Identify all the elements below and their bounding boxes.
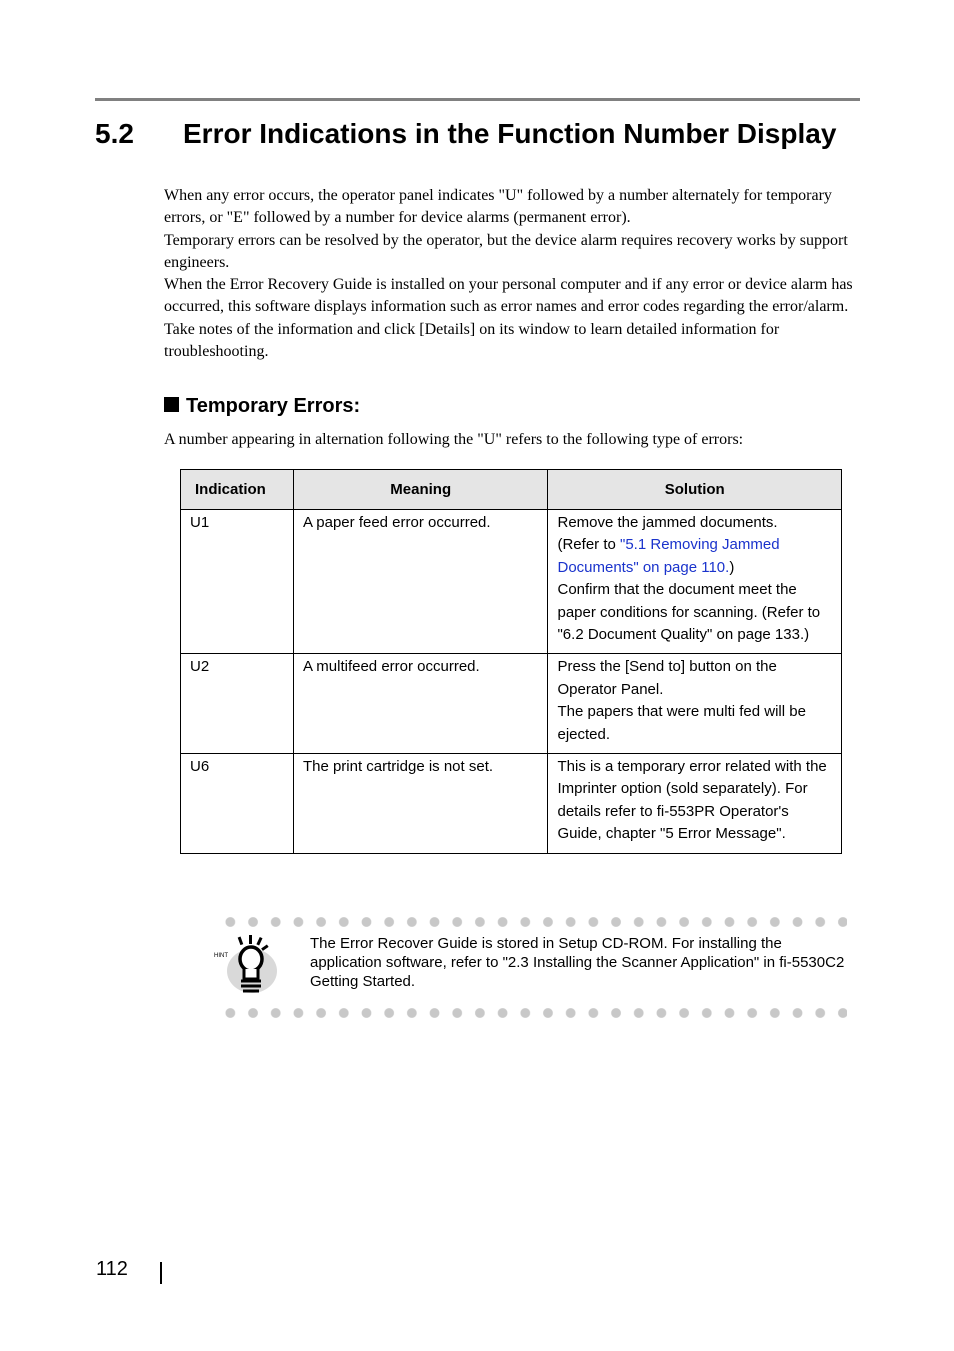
solution-text: ) xyxy=(729,558,735,576)
solution-cell: This is a temporary error related with the Imprinter option (sold separately). For details refer to fi-553PR Operator's Guide, chapter "5 Error Message". xyxy=(548,754,842,854)
indication-cell: U1 xyxy=(181,510,294,654)
page-number: 112 xyxy=(96,1258,128,1280)
subsection-title: Temporary Errors: xyxy=(186,395,361,417)
lightbulb-icon xyxy=(213,935,279,995)
solution-cell xyxy=(548,510,842,654)
indication-cell: U2 xyxy=(181,654,294,754)
table-header-row xyxy=(181,470,842,510)
solution-text: Confirm that the document meet the paper conditions for scanning. (Refer to "6.2 Document Quality" on page 133.) xyxy=(557,581,821,644)
table-row xyxy=(181,754,842,854)
meaning-cell: The print cartridge is not set. xyxy=(293,754,548,854)
table-row xyxy=(181,654,842,754)
intro-text xyxy=(164,185,864,363)
meaning-cell: A paper feed error occurred. xyxy=(293,510,548,654)
section-title: Error Indications in the Function Number Display xyxy=(183,118,837,149)
section-number: 5.2 xyxy=(95,118,134,149)
intro-paragraph: Temporary errors can be resolved by the operator, but the device alarm requires recovery works by support engineers. xyxy=(164,231,848,271)
hint-top-dotted-rule xyxy=(219,917,847,927)
meaning-cell: A multifeed error occurred. xyxy=(293,654,548,754)
solution-text: Press the [Send to] button on the Operator Panel. xyxy=(557,658,777,698)
hint-text: The Error Recover Guide is stored in Setup CD-ROM. For installing the application software, refer to "2.3 Installing the Scanner Application" in fi-5530C2 Getting Started. xyxy=(310,935,845,990)
solution-text: The papers that were multi fed will be ejected. xyxy=(557,703,806,743)
square-bullet-icon xyxy=(164,397,179,412)
indication-cell: U6 xyxy=(181,754,294,854)
intro-paragraph: When any error occurs, the operator panel indicates "U" followed by a number alternately for temporary errors, or "E" followed by a number for device alarms (permanent error). xyxy=(164,187,832,227)
header-meaning: Meaning xyxy=(293,470,548,510)
subsection-heading xyxy=(164,392,360,420)
table-row xyxy=(181,510,842,654)
header-indication: Indication xyxy=(181,470,294,510)
solution-text: (Refer to xyxy=(557,536,621,554)
page-number-divider xyxy=(160,1262,162,1284)
top-rule xyxy=(95,98,860,101)
section-heading xyxy=(95,114,875,154)
hint-label: HINT xyxy=(214,953,228,959)
subsection-intro: A number appearing in alternation following the "U" refers to the following type of errors: xyxy=(164,431,744,448)
error-table xyxy=(180,469,842,854)
hint-bottom-dotted-rule xyxy=(219,1008,847,1018)
intro-paragraph: When the Error Recovery Guide is installed on your personal computer and if any error or device alarm has occurred, this software displays information such as error names and error codes regarding the error/alarm. Take notes of the information and click [Details] on its window to learn detailed information for troubleshooting. xyxy=(164,276,853,361)
solution-text: Remove the jammed documents. xyxy=(557,514,778,531)
cross-reference-link[interactable]: "5.1 Removing Jammed Documents" on page 110. xyxy=(557,536,780,576)
solution-cell xyxy=(548,654,842,754)
header-solution: Solution xyxy=(548,470,842,510)
